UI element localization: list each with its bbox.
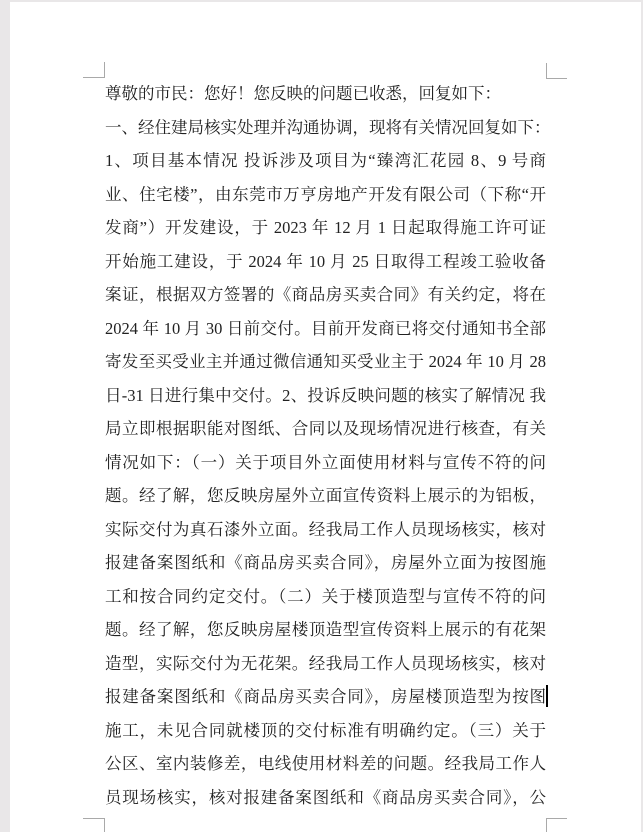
text-cursor-caret: [546, 685, 548, 707]
margin-crop-mark-top-left: [83, 62, 105, 78]
text-line[interactable]: 1、项目基本情况 投诉涉及项目为“臻湾汇花园 8、9 号商: [105, 151, 546, 170]
margin-crop-mark-bottom-left: [83, 818, 105, 832]
text-line[interactable]: 发商”）开发建设，于 2023 年 12 月 1 日起取得施工许可证: [105, 218, 546, 237]
text-line[interactable]: 题。经了解，您反映房屋外立面宣传资料上展示的为铝板，: [105, 486, 546, 505]
text-line[interactable]: 实际交付为真石漆外立面。经我局工作人员现场核实，核对: [105, 519, 546, 539]
text-line[interactable]: 业、住宅楼”，由东莞市万亨房地产开发有限公司（下称“开: [105, 184, 546, 204]
document-body-text: [105, 77, 551, 814]
text-line[interactable]: 报建备案图纸和《商品房买卖合同》，房屋外立面为按图施: [105, 553, 546, 572]
text-line[interactable]: 工和按合同约定交付。（二）关于楼顶造型与宣传不符的问: [105, 586, 546, 606]
text-line[interactable]: 尊敬的市民：您好！您反映的问题已收悉，回复如下：: [105, 84, 501, 103]
text-line[interactable]: 员现场核实，核对报建备案图纸和《商品房买卖合同》，公: [105, 787, 546, 807]
text-line[interactable]: 报建备案图纸和《商品房买卖合同》，房屋楼顶造型为按图: [105, 687, 546, 706]
text-line[interactable]: 公区、室内装修差，电线使用材料差的问题。经我局工作人: [105, 754, 546, 773]
text-line[interactable]: 案证，根据双方签署的《商品房买卖合同》有关约定，将在: [105, 285, 546, 304]
text-line[interactable]: 日-31 日进行集中交付。2、投诉反映问题的核实了解情况 我: [105, 385, 546, 405]
margin-crop-mark-top-right: [546, 63, 567, 79]
text-line[interactable]: 施工，未见合同就楼顶的交付标准有明确约定。（三）关于: [105, 720, 546, 740]
text-line[interactable]: 题。经了解，您反映房屋楼顶造型宣传资料上展示的有花架: [105, 620, 546, 639]
text-line[interactable]: 情况如下：（一）关于项目外立面使用材料与宣传不符的问: [105, 452, 546, 472]
text-line[interactable]: 寄发至买受业主并通过微信通知买受业主于 2024 年 10 月 28: [105, 352, 547, 371]
text-line[interactable]: 2024 年 10 月 30 日前交付。目前开发商已将交付通知书全部: [105, 318, 546, 338]
text-line[interactable]: 造型，实际交付为无花架。经我局工作人员现场核实，核对: [105, 653, 546, 673]
text-line[interactable]: 开始施工建设，于 2024 年 10 月 25 日取得工程竣工验收备: [105, 251, 546, 271]
margin-crop-mark-bottom-right: [546, 818, 567, 832]
text-line[interactable]: 一、经住建局核实处理并沟通协调，现将有关情况回复如下：: [105, 117, 551, 137]
text-line[interactable]: 局立即根据职能对图纸、合同以及现场情况进行核查，有关: [105, 419, 546, 438]
